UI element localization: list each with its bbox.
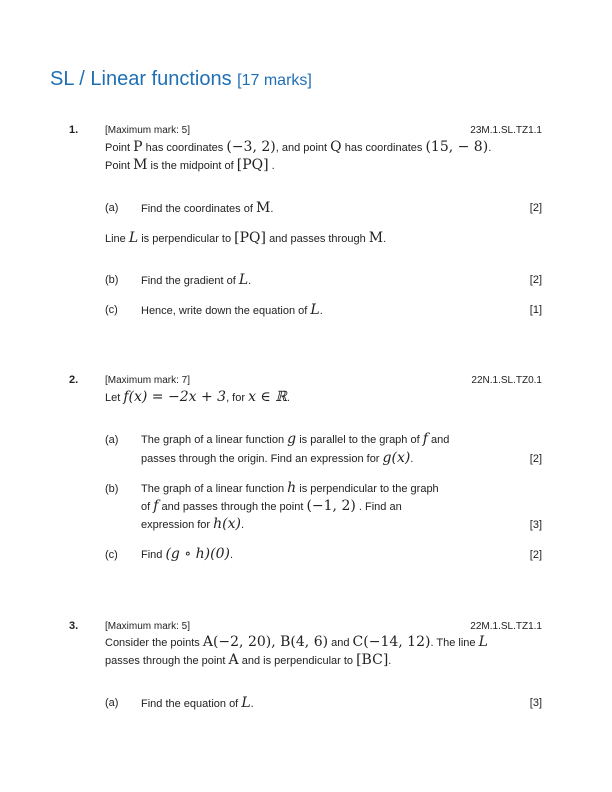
text: of [141, 501, 151, 513]
text: . [286, 392, 290, 404]
math-line-l: L [478, 634, 488, 650]
text: Line [105, 233, 126, 245]
question-3-number: 3. [69, 620, 79, 632]
math-function-f: f [422, 431, 428, 447]
text: . [241, 519, 245, 531]
text: . [270, 203, 274, 215]
math-hx: h(x) [213, 516, 241, 532]
q1-part-c-mark: [1] [529, 304, 542, 316]
text: . [250, 698, 254, 710]
text: and [430, 434, 450, 446]
math-coords-p: (−3, 2) [226, 139, 276, 155]
text: expression for [141, 519, 211, 531]
q3-part-a-label: (a) [105, 697, 119, 709]
math-point-p: P [133, 139, 143, 155]
math-segment-pq: [PQ] [234, 230, 266, 246]
text: , for [226, 392, 246, 404]
text: has coordinates [344, 142, 423, 154]
math-function-f: f [153, 498, 159, 514]
question-2-max-mark: [Maximum mark: 7] [105, 375, 191, 386]
q1-part-a-text [141, 200, 273, 216]
q2-part-a-line-2 [141, 450, 413, 466]
math-segment-pq: [PQ] [236, 157, 269, 173]
page-title [50, 68, 312, 91]
text: . [248, 275, 252, 287]
q2-part-a-line-1 [141, 431, 449, 447]
math-point-m: M [255, 200, 271, 216]
q2-part-a-label: (a) [105, 434, 119, 446]
q3-part-a-text [141, 695, 254, 711]
question-1-number: 1. [69, 124, 79, 136]
title-marks: [17 marks] [237, 72, 312, 89]
math-point-m: M [133, 157, 148, 173]
text: Consider the points [105, 637, 200, 649]
question-2-stem [105, 389, 290, 405]
text: Let [105, 392, 121, 404]
text: . [388, 655, 392, 667]
math-line-l: L [128, 230, 139, 246]
math-composite: (g ∘ h)(0) [165, 546, 230, 562]
question-2-code: 22N.1.SL.TZ0.1 [471, 375, 542, 386]
text: , and point [275, 142, 328, 154]
q1-part-b-label: (b) [105, 274, 119, 286]
math-segment-bc: [BC] [356, 652, 389, 668]
text: passes through the point [105, 655, 226, 667]
q1-part-b-text [141, 272, 251, 288]
question-1-max-mark: [Maximum mark: 5] [105, 125, 191, 136]
text: The graph of a linear function [141, 434, 285, 446]
text: and [331, 637, 350, 649]
text: Find the gradient of [141, 275, 236, 287]
text: is perpendicular to the graph [299, 483, 439, 495]
q1-mid-line [105, 230, 386, 246]
text: Find [141, 549, 163, 561]
text: is the midpoint of [150, 160, 234, 172]
math-point-m: M [368, 230, 384, 246]
q2-part-a-mark: [2] [529, 453, 542, 465]
math-line-l: L [238, 272, 249, 288]
text: . [271, 160, 275, 172]
text: is perpendicular to [141, 233, 232, 245]
text: passes through the origin. Find an expression for [141, 453, 380, 465]
q2-part-b-line-3 [141, 516, 244, 532]
text: is parallel to the graph of [299, 434, 420, 446]
text: . [488, 142, 492, 154]
math-domain: x ∈ ℝ [248, 389, 287, 405]
question-3-max-mark: [Maximum mark: 5] [105, 621, 191, 632]
text: . Find an [358, 501, 402, 513]
q2-part-b-label: (b) [105, 483, 119, 495]
question-3-code: 22M.1.SL.TZ1.1 [470, 621, 542, 632]
math-point-a: A [228, 652, 239, 668]
text: Find the coordinates of [141, 203, 253, 215]
text: Point [105, 160, 131, 172]
q2-part-b-line-2 [141, 498, 402, 514]
math-function-g: g [287, 431, 297, 447]
text: . [319, 305, 323, 317]
math-point-c: C(−14, 12) [352, 634, 431, 650]
math-line-l: L [241, 695, 251, 711]
q1-part-c-label: (c) [105, 304, 118, 316]
math-points-ab: A(−2, 20), B(4, 6) [202, 634, 329, 650]
text: The graph of a linear function [141, 483, 285, 495]
q1-part-c-text [141, 302, 323, 318]
text: Hence, write down the equation of [141, 305, 308, 317]
text: has coordinates [145, 142, 224, 154]
q2-part-c-mark: [2] [529, 549, 542, 561]
question-1-stem-line-1 [105, 139, 491, 155]
text: and passes through the point [161, 501, 304, 513]
text: Point [105, 142, 131, 154]
math-function-h: h [287, 480, 297, 496]
q2-part-b-mark: [3] [529, 519, 542, 531]
q2-part-c-label: (c) [105, 549, 118, 561]
text: . [383, 233, 387, 245]
math-line-l: L [310, 302, 320, 318]
text: . [229, 549, 234, 561]
q1-part-a-mark: [2] [529, 202, 542, 214]
math-coords-q: (15, − 8) [425, 139, 489, 155]
math-point-q: Q [330, 139, 342, 155]
math-function-f: f(x) = −2x + 3 [123, 389, 227, 405]
question-3-stem-line-1 [105, 634, 488, 650]
text: and passes through [269, 233, 366, 245]
math-point: (−1, 2) [306, 498, 356, 514]
question-1-code: 23M.1.SL.TZ1.1 [470, 125, 542, 136]
q2-part-b-line-1 [141, 480, 439, 496]
question-1-stem-line-2 [105, 157, 275, 173]
q3-part-a-mark: [3] [529, 697, 542, 709]
text: . The line [430, 637, 476, 649]
text: . [410, 453, 414, 465]
question-2-number: 2. [69, 374, 79, 386]
text: and is perpendicular to [241, 655, 354, 667]
q1-part-b-mark: [2] [529, 274, 542, 286]
q1-part-a-label: (a) [105, 202, 119, 214]
q2-part-c-text [141, 546, 233, 562]
title-text: SL / Linear functions [50, 68, 232, 90]
question-3-stem-line-2 [105, 652, 391, 668]
math-gx: g(x) [382, 450, 411, 466]
text: Find the equation of [141, 698, 239, 710]
